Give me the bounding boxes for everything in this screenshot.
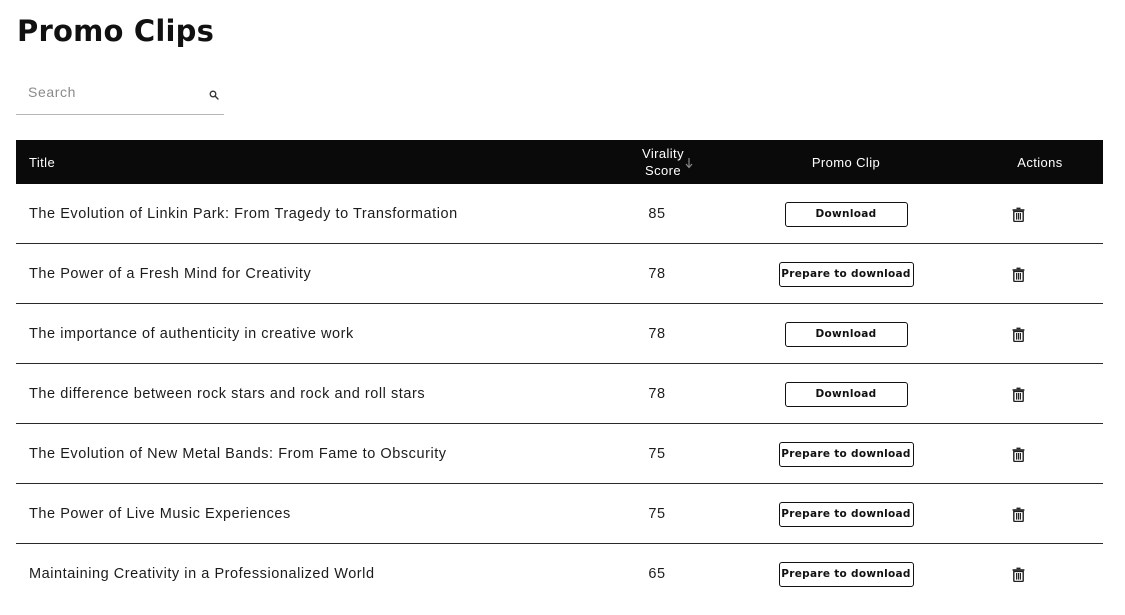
row-virality-score: 75 [648,506,666,522]
row-promo-clip [760,544,932,604]
table-header [16,140,1103,184]
trash-icon[interactable] [1012,507,1025,522]
table-row [16,484,1103,544]
column-header-title[interactable]: Title [29,154,56,170]
table-row [16,304,1103,364]
row-virality-score: 65 [648,566,666,582]
column-header-promo-clip: Promo Clip [811,154,881,170]
row-title: The Evolution of Linkin Park: From Tragedy to Transformation [29,206,458,222]
prepare-to-download-button[interactable]: Prepare to download [779,262,914,287]
row-virality-score: 78 [648,326,666,342]
table-row [16,424,1103,484]
row-actions [1006,304,1030,364]
row-promo-clip [760,184,932,244]
table-row [16,244,1103,304]
trash-icon[interactable] [1012,327,1025,342]
trash-icon[interactable] [1012,447,1025,462]
row-actions [1006,364,1030,424]
row-promo-clip [760,244,932,304]
trash-icon[interactable] [1012,207,1025,222]
row-virality-score: 78 [648,386,666,402]
row-title: The Evolution of New Metal Bands: From Fame to Obscurity [29,446,447,462]
page-title: Promo Clips [17,14,215,48]
row-title: The Power of a Fresh Mind for Creativity [29,266,312,282]
row-actions [1006,184,1030,244]
row-promo-clip [760,484,932,544]
table-row [16,184,1103,244]
promo-clips-table [16,140,1103,604]
row-actions [1006,544,1030,604]
row-title: Maintaining Creativity in a Professionalized World [29,566,375,582]
row-actions [1006,244,1030,304]
prepare-to-download-button[interactable]: Prepare to download [779,502,914,527]
row-promo-clip [760,364,932,424]
column-header-actions: Actions [1017,154,1063,170]
row-promo-clip [760,304,932,364]
row-virality-score: 78 [648,266,666,282]
row-title: The Power of Live Music Experiences [29,506,291,522]
search-input[interactable] [16,76,186,108]
trash-icon[interactable] [1012,267,1025,282]
search-box [16,76,224,115]
row-virality-score: 75 [648,446,666,462]
table-row [16,544,1103,604]
table-row [16,364,1103,424]
row-title: The importance of authenticity in creative work [29,326,354,342]
table-body [16,184,1103,604]
row-actions [1006,424,1030,484]
download-button[interactable]: Download [785,322,908,347]
row-virality-score: 85 [648,206,666,222]
row-actions [1006,484,1030,544]
search-icon[interactable] [209,90,219,100]
download-button[interactable]: Download [785,202,908,227]
row-promo-clip [760,424,932,484]
trash-icon[interactable] [1012,387,1025,402]
trash-icon[interactable] [1012,567,1025,582]
row-title: The difference between rock stars and rock and roll stars [29,386,426,402]
column-header-virality-score-line2: Score [645,163,681,178]
arrow-down-icon[interactable] [684,157,694,169]
download-button[interactable]: Download [785,382,908,407]
prepare-to-download-button[interactable]: Prepare to download [779,442,914,467]
prepare-to-download-button[interactable]: Prepare to download [779,562,914,587]
column-header-virality-score-line1: Virality [642,146,684,161]
